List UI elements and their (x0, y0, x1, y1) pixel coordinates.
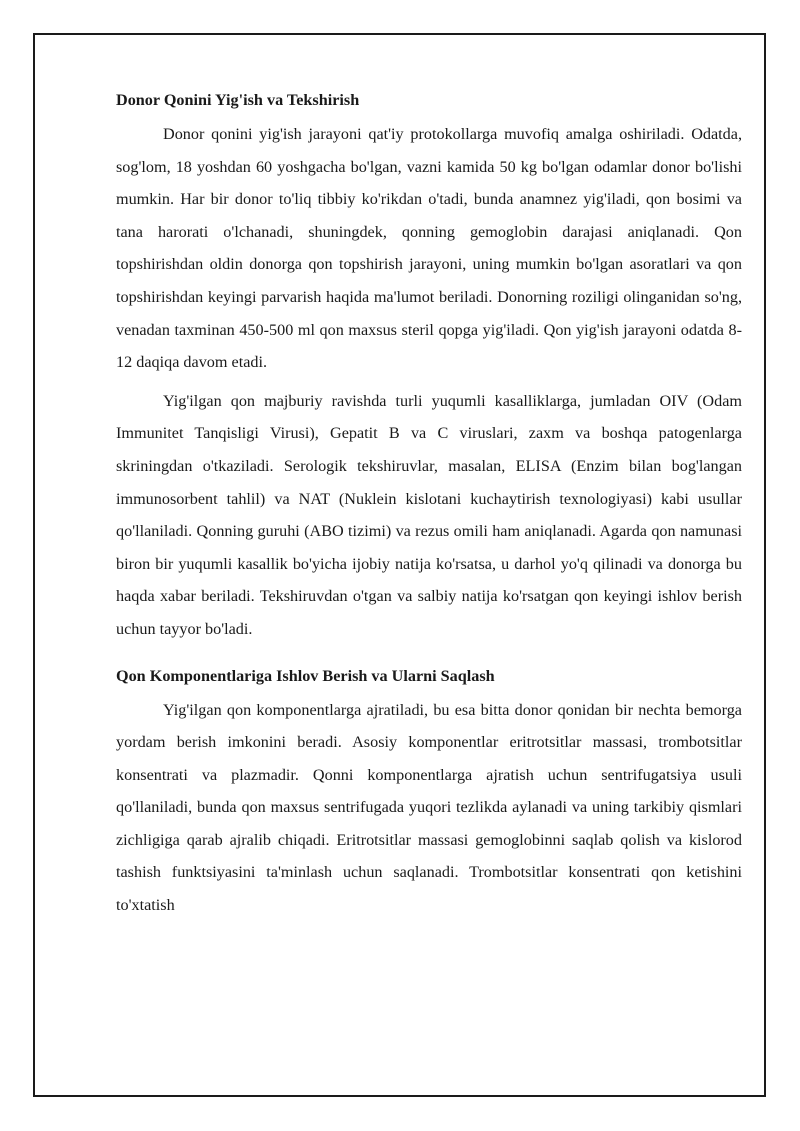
paragraph: Yig'ilgan qon komponentlarga ajratiladi, bu esa bitta donor qonidan bir nechta bemorga yordam berish imkonini beradi. Asosiy komponentlar eritrotsitlar massasi, trombotsitlar konsentrati va plazmadir. Qonni komponentlarga ajratish uchun sentrifugatsiya usuli qo'llaniladi, bunda qon maxsus sentrifugada yuqori tezlikda aylanadi va uning tarkibiy qismlari zichligiga qarab ajralib chiqadi. Eritrotsitlar massasi gemoglobinni saqlab qolish va kislorod tashish funktsiyasini ta'minlash uchun saqlanadi. Trombotsitlar konsentrati qon ketishini to'xtatish (116, 700, 742, 915)
section-heading-donor-blood-collection: Donor Qonini Yig'ish va Tekshirish (116, 91, 360, 109)
paragraph: Yig'ilgan qon majburiy ravishda turli yuqumli kasalliklarga, jumladan OIV (Odam Immunitet Tanqisligi Virusi), Gepatit B va C viruslari, zaxm va boshqa patogenlarga skriningdan o'tkaziladi. Serologik tekshiruvlar, masalan, ELISA (Enzim bilan bog'langan immunosorbent tahlil) va NAT (Nuklein kislotani kuchaytirish texnologiyasi) kabi usullar qo'llaniladi. Qonning guruhi (ABO tizimi) va rezus omili ham aniqlanadi. Agarda qon namunasi biron bir yuqumli kasallik bo'yicha ijobiy natija ko'rsatsa, u darhol yo'q qilinadi va donorga bu haqda xabar beriladi. Tekshiruvdan o'tgan va salbiy natija ko'rsatgan qon keyingi ishlov berish uchun tayyor bo'ladi. (116, 391, 742, 638)
section-heading-blood-components: Qon Komponentlariga Ishlov Berish va Ularni Saqlash (116, 666, 495, 685)
paragraph: Donor qonini yig'ish jarayoni qat'iy protokollarga muvofiq amalga oshiriladi. Odatda, sog'lom, 18 yoshdan 60 yoshgacha bo'lgan, vazni kamida 50 kg bo'lgan odamlar donor bo'lishi mumkin. Har bir donor to'liq tibbiy ko'rikdan o'tadi, bunda anamnez yig'iladi, qon bosimi va tana harorati o'lchanadi, shuningdek, qonning gemoglobin darajasi aniqlanadi. Qon topshirishdan oldin donorga qon topshirish jarayoni, uning mumkin bo'lgan asoratlari va qon topshirishdan keyingi parvarish haqida ma'lumot beriladi. Donorning roziligi olinganidan so'ng, venadan taxminan 450-500 ml qon maxsus steril qopga yig'iladi. Qon yig'ish jarayoni odatda 8-12 daqiqa davom etadi. (116, 125, 742, 372)
document-body (116, 84, 742, 928)
